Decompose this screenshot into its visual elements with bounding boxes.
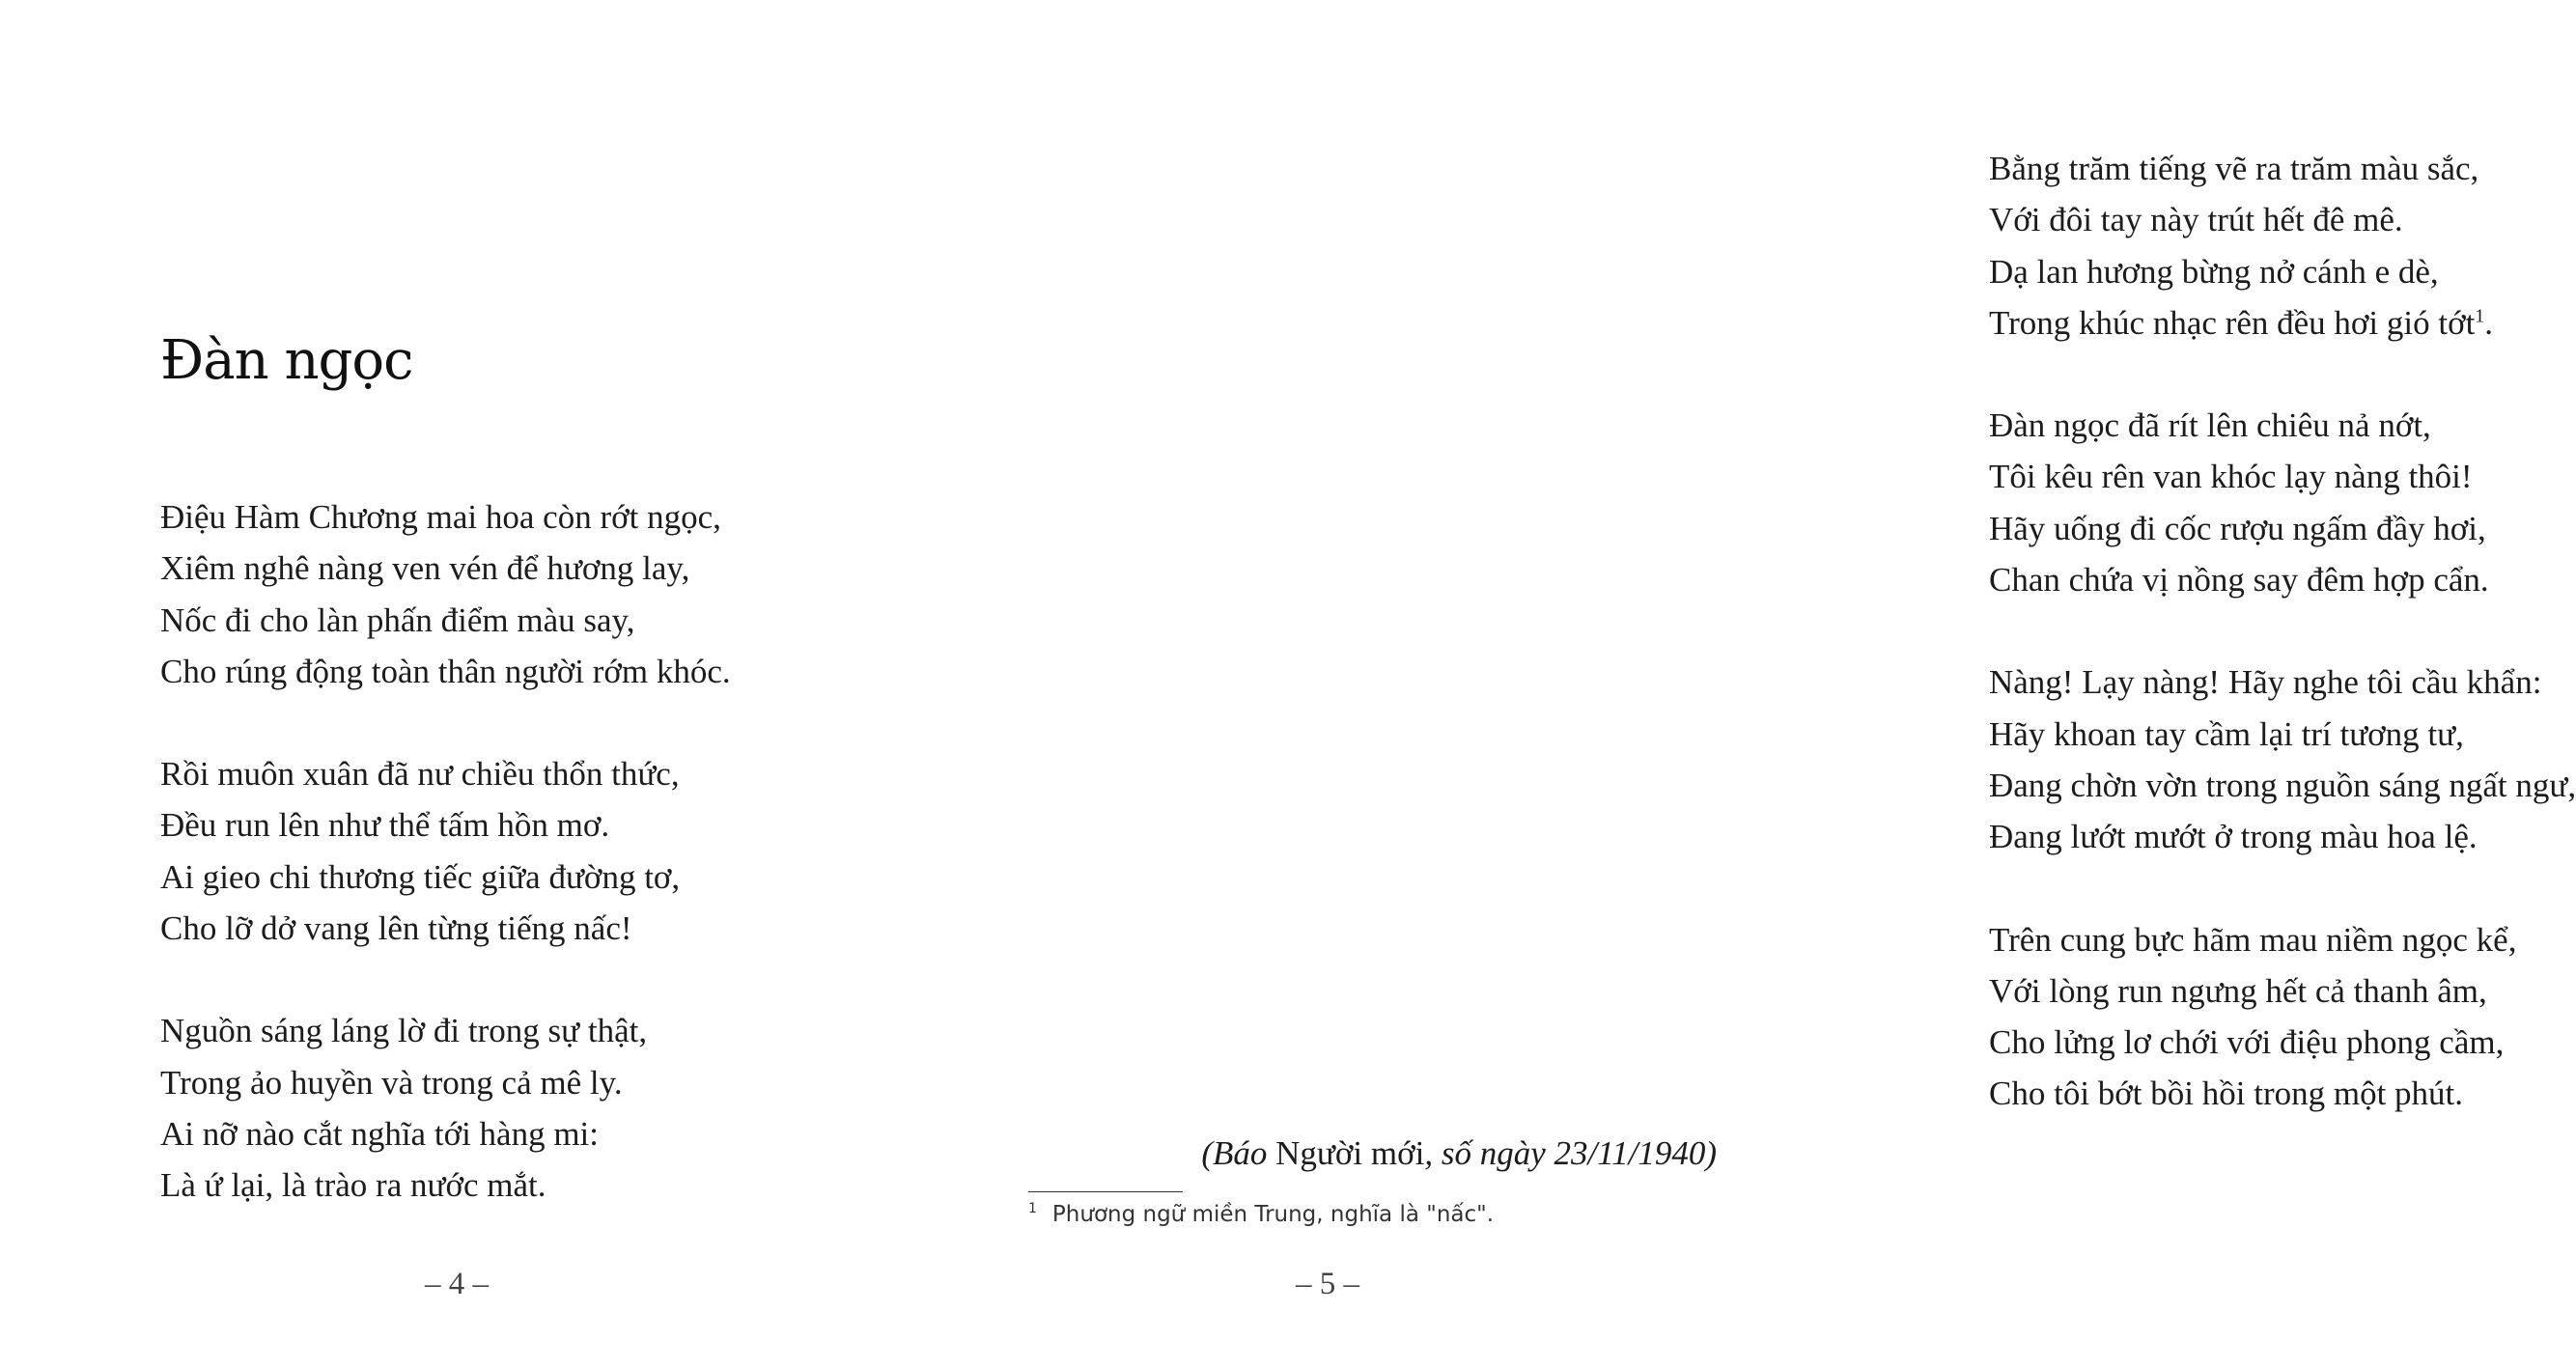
poem-title: Đàn ngọc [160, 329, 413, 392]
verse-line: Với lòng run ngưng hết cả thanh âm, [1989, 971, 2487, 1010]
verse-line-period: . [2484, 303, 2494, 342]
source-date: , số ngày 23/11/1940) [1424, 1134, 1717, 1172]
verse-line: Trên cung bực hãm mau niềm ngọc kể, [1989, 920, 2517, 959]
verse-line: Nguồn sáng láng lờ đi trong sự thật, [160, 1012, 648, 1050]
left-poem-body [160, 491, 731, 1212]
footnote-reference: 1 [2475, 305, 2485, 327]
verse-line: Đang lướt mướt ở trong màu hoa lệ. [1989, 818, 2478, 856]
verse-line: Cho lỡ dở vang lên từng tiếng nấc! [160, 909, 632, 948]
verse-line: Đàn ngọc đã rít lên chiêu nả nớt, [1989, 406, 2431, 445]
footnote-number: 1 [1028, 1201, 1037, 1217]
source-newspaper: Người mới [1275, 1134, 1425, 1172]
verse-line: Trong ảo huyền và trong cả mê ly. [160, 1063, 623, 1102]
stanza-1 [160, 491, 731, 697]
verse-line-with-footnote [1989, 297, 2576, 349]
footnote-divider [1028, 1191, 1183, 1192]
stanza-7 [1989, 914, 2576, 1120]
verse-line: Hãy khoan tay cầm lại trí tương tư, [1989, 714, 2464, 753]
verse-line: Cho lửng lơ chới với điệu phong cầm, [1989, 1023, 2505, 1062]
footnote-text: Phương ngữ miền Trung, nghĩa là "nấc". [1051, 1202, 1495, 1227]
page-number-left: – 4 – [425, 1267, 489, 1301]
page-number-right: – 5 – [1296, 1267, 1359, 1301]
verse-line: Tôi kêu rên van khóc lạy nàng thôi! [1989, 458, 2473, 496]
verse-line: Cho rúng động toàn thân người rớm khóc. [160, 652, 731, 690]
source-citation [1201, 1130, 1717, 1178]
verse-line: Ai nỡ nào cắt nghĩa tới hàng mi: [160, 1114, 600, 1153]
verse-line: Dạ lan hương bừng nở cánh e dè, [1989, 252, 2439, 291]
verse-line: Là ứ lại, là trào ra nước mắt. [160, 1166, 546, 1205]
verse-line: Nàng! Lạy nàng! Hãy nghe tôi cầu khẩn: [1989, 663, 2542, 702]
verse-line: Xiêm nghê nàng ven vén để hương lay, [160, 549, 690, 588]
verse-line: Nốc đi cho làn phấn điểm màu say, [160, 600, 635, 639]
verse-line: Chan chứa vị nồng say đêm hợp cẩn. [1989, 561, 2489, 600]
verse-line: Hãy uống đi cốc rượu ngấm đầy hơi, [1989, 509, 2486, 547]
left-page [0, 0, 912, 1368]
footnote [1028, 1195, 1494, 1234]
stanza-3 [160, 1005, 731, 1211]
stanza-2 [160, 748, 731, 954]
stanza-5 [1989, 400, 2576, 605]
stanza-6 [1989, 656, 2576, 862]
verse-line: Ai gieo chi thương tiếc giữa đường tơ, [160, 857, 681, 896]
verse-line-text: Trong khúc nhạc rên đều hơi gió tớt [1989, 303, 2476, 342]
verse-line: Bằng trăm tiếng vẽ ra trăm màu sắc, [1989, 150, 2479, 187]
verse-line: Đang chờn vờn trong nguồn sáng ngất ngư, [1989, 766, 2576, 804]
right-poem-body [1989, 143, 2576, 1120]
verse-line: Đều run lên như thể tấm hồn mơ. [160, 806, 610, 845]
right-page [912, 0, 2576, 1368]
verse-line: Cho tôi bớt bồi hồi trong một phút. [1989, 1075, 2464, 1113]
verse-line: Điệu Hàm Chương mai hoa còn rớt ngọc, [160, 498, 721, 536]
verse-line: Với đôi tay này trút hết đê mê. [1989, 201, 2403, 239]
source-open: (Báo [1201, 1134, 1276, 1172]
stanza-4 [1989, 143, 2576, 349]
verse-line: Rồi muôn xuân đã nư chiều thổn thức, [160, 755, 680, 794]
